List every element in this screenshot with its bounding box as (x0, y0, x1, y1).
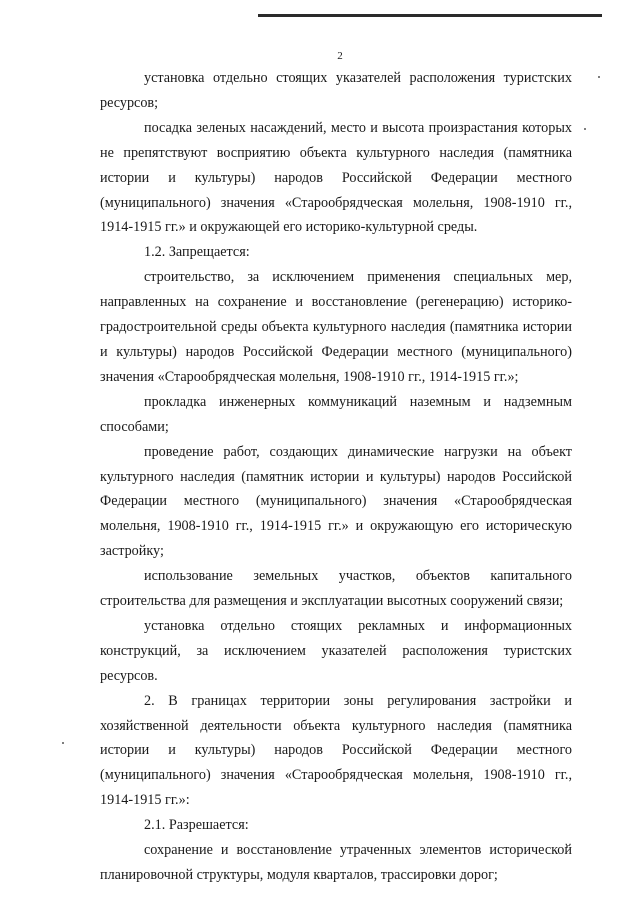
document-body (100, 66, 572, 888)
paragraph: 2. В границах территории зоны регулирования застройки и хозяйственной деятельности объекта культурного наследия (памятника истории и культуры) народов Российской Федерации местного (муниципального) значения «Старообрядческая молельня, 1908-1910 гг., 1914-1915 гг.»: (100, 692, 572, 809)
scan-speck (598, 76, 600, 78)
section-heading: 2.1. Разрешается: (144, 817, 249, 834)
paragraph: использование земельных участков, объектов капитального строительства для размещения и эксплуатации высотных сооружений связи; (100, 568, 572, 610)
paragraph: посадка зеленых насаждений, место и высота произрастания которых не препятствуют восприятию объекта культурного наследия (памятника истории и культуры) народов Российской Федерации местного (муниципального) значения «Старообрядческая молельня, 1908-1910 гг., 1914-1915 гг.» и окружающей его историко-культурной среды. (100, 119, 572, 236)
scan-speck (62, 742, 64, 744)
paragraph: проведение работ, создающих динамические нагрузки на объект культурного наследия (памятник истории и культуры) народов Российской Федерации местного (муниципального) значения «Старообрядческая молельня, 1908-1910 гг., 1914-1915 гг.» и окружающую его историческую застройку; (100, 443, 572, 560)
paragraph: установка отдельно стоящих рекламных и информационных конструкций, за исключением указателей расположения туристских ресурсов. (100, 617, 572, 684)
paragraph: установка отдельно стоящих указателей расположения туристских ресурсов; (100, 70, 572, 111)
paragraph: сохранение и восстановление утраченных элементов исторической планировочной структуры, модуля кварталов, трассировки дорог; (100, 842, 572, 883)
paragraph: строительство, за исключением применения специальных мер, направленных на сохранение и восстановление (регенерацию) историко-градостроительной среды объекта культурного наследия (памятника истории и культуры) народов Российской Федерации местного (муниципального) значения «Старообрядческая молельня, 1908-1910 гг., 1914-1915 гг.»; (100, 269, 572, 385)
paragraph: прокладка инженерных коммуникаций наземным и надземным способами; (100, 393, 572, 435)
top-rule (258, 14, 602, 17)
section-heading: 1.2. Запрещается: (144, 244, 250, 261)
page-number: 2 (337, 50, 343, 62)
scan-speck (584, 128, 586, 130)
